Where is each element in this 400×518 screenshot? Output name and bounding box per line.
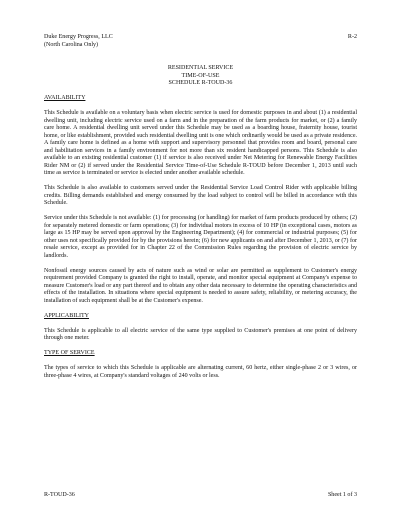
footer-schedule-code: R-TOUD-36 xyxy=(44,492,75,498)
availability-paragraph-1: This Schedule is available on a voluntary basis when electric service is used for domestic purposes in and about (1) a residential dwelling unit, including electric service used on a farm and in the preparation of the farm products for market, or (2) a family care home. A residential dwelling unit served under this Schedule may be used as a boarding house, fraternity house, tourist home, or like establishment, provided such residential dwelling unit is one which ordinarily would be used as a private residence. A family care home is defined as a home with support and supervisory personnel that provides room and board, personal care and habilitation services in a family environment for not more than six resident handicapped persons. This Schedule is also available to an existing residential customer (1) if service is also received under Net Metering for Renewable Energy Facilities Rider NM or (2) if served under the Residential Service Time-of-Use Schedule R-TOUD before December 1, 2013 until such time as service is terminated or service is elected under another available schedule. xyxy=(44,110,358,176)
region-note: (North Carolina Only) xyxy=(44,41,99,48)
title-line-1: RESIDENTIAL SERVICE xyxy=(167,65,234,71)
footer-sheet-number: Sheet 1 of 3 xyxy=(327,492,357,498)
availability-paragraph-2: This Schedule is also available to customers served under the Residential Service Load Control Rider with applicable billing credits. Billing demands established and energy consumed by the load subject to control will be billed in accordance with this Schedule. xyxy=(44,185,357,206)
title-line-3: SCHEDULE R-TOUD-36 xyxy=(168,80,233,86)
company-name: Duke Energy Progress, LLC xyxy=(44,34,113,40)
applicability-heading: APPLICABILITY xyxy=(44,312,90,319)
availability-heading: AVAILABILITY xyxy=(44,95,86,101)
page-footer xyxy=(44,492,357,500)
header-company-block xyxy=(44,34,113,49)
type-of-service-paragraph: The types of service to which this Schedule is applicable are alternating current, 60 hertz, either single-phase 2 or 3 wires, or three-phase 4 wires, at Company's standard voltages of 240 volts or less. xyxy=(44,365,357,379)
applicability-paragraph: This Schedule is applicable to all electric service of the same type supplied to Customer's premises at one point of delivery through one meter. xyxy=(44,327,357,341)
type-of-service-heading: TYPE OF SERVICE xyxy=(44,350,95,356)
page-header xyxy=(44,34,357,49)
title-line-2: TIME-OF-USE xyxy=(181,72,220,79)
availability-paragraph-3: Service under this Schedule is not available: (1) for processing (or handling) for market of farm products produced by others; (2) for separately metered domestic or farm operations; (3) for individual motors in excess of 10 HP (in exceptional cases, motors as large as 15 HP may be served upon approval by the Engineering Department); (4) for commercial or industrial purposes; (5) for other uses not specifically provided for by the provisions herein; (6) for new applicants on and after December 1, 2013, or (7) for resale service, except as provided for in Chapter 22 of the Commission Rules regarding the provision of electric service by landlords. xyxy=(44,215,357,259)
availability-paragraph-4: Nonfossil energy sources caused by acts of nature such as wind or solar are permitted as supplement to Customer's energy requirement provided Company is granted the right to install, operate, and monitor special equipment at Company's expense to measure Customer's load or any part thereof and to obtain any other data necessary to determine the operating characteristics and effects of the installation. In situations where special equipment is needed to assure safety, reliability, or metering accuracy, the installation of such equipment shall be at the Customer's expense. xyxy=(44,267,357,304)
revision-code: R-2 xyxy=(347,34,357,40)
schedule-title xyxy=(44,65,357,88)
